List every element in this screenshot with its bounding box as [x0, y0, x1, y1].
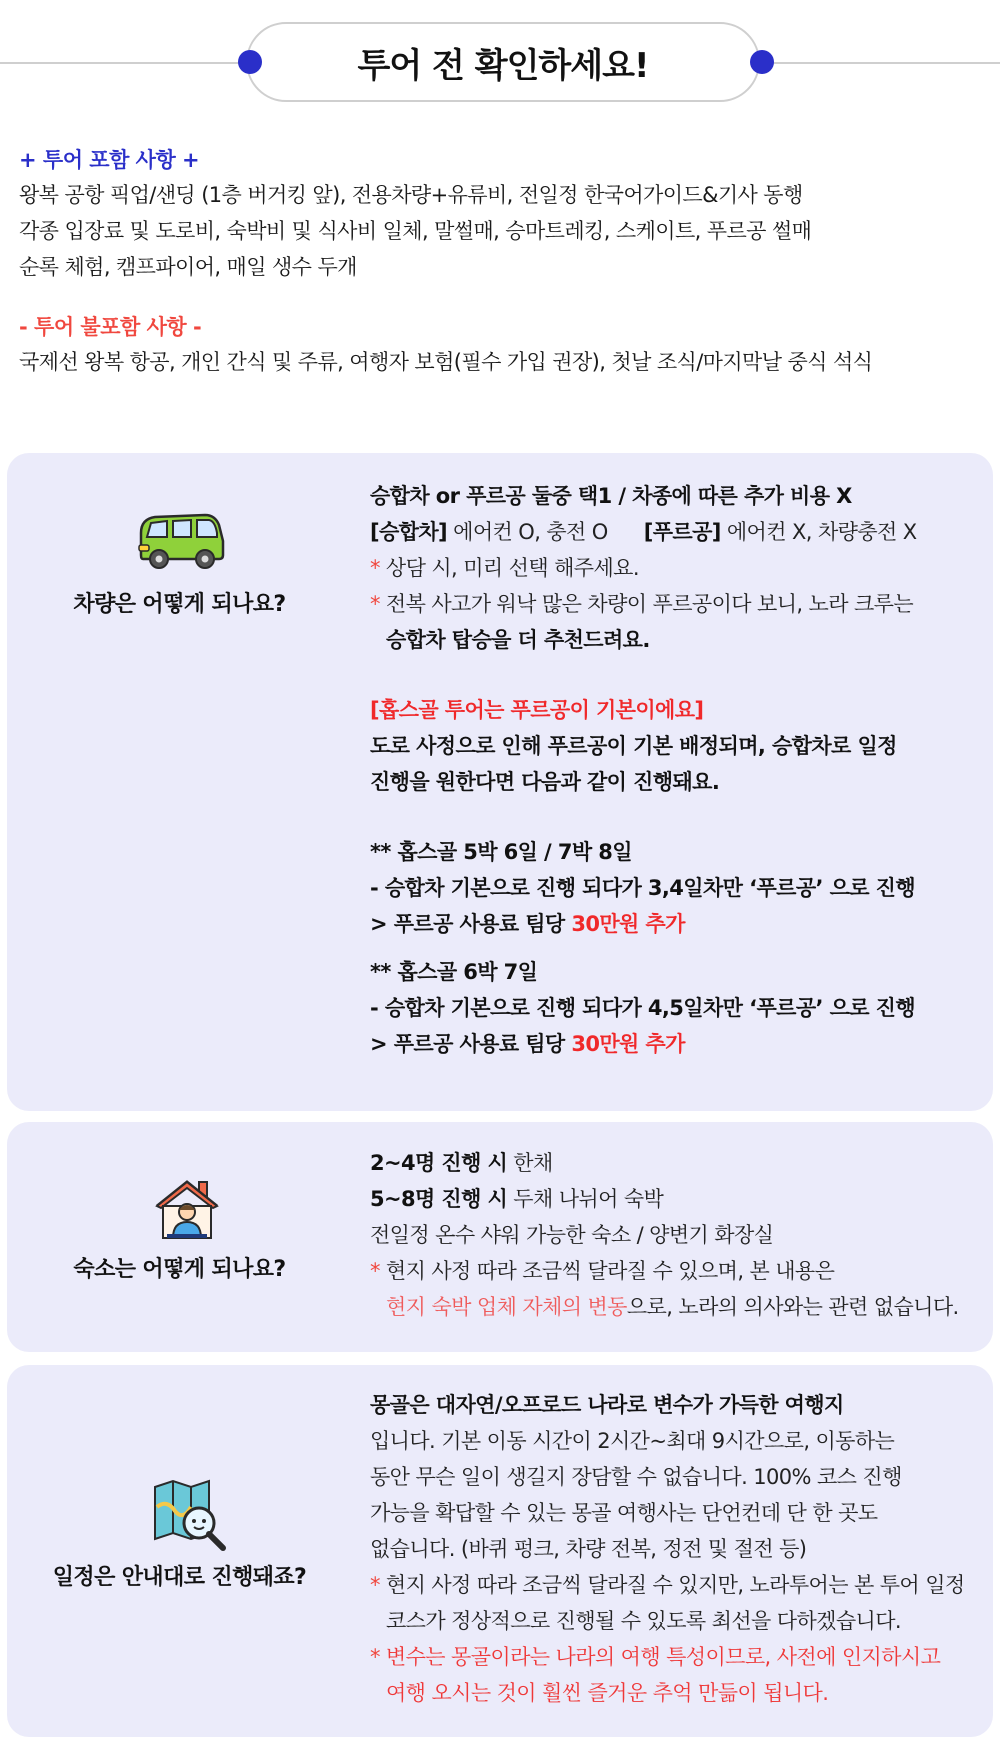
answer-line: 가능을 확답할 수 있는 몽골 여행사는 단언컨데 단 한 곳도 [370, 1501, 878, 1525]
note-text: 현지 사정 따라 조금씩 달라질 수 있지만, 노라투어는 본 투어 일정 [385, 1573, 965, 1597]
faq-question: 숙소는 어떻게 되나요? [73, 1257, 286, 1282]
answer-line: - 승합차 기본으로 진행 되다가 3,4일차만 ‘푸르공’ 으로 진행 [370, 876, 916, 900]
page-title: 투어 전 확인하세요! [357, 45, 649, 86]
fee-text: > 푸르공 사용료 팀당 [370, 1032, 572, 1056]
includes-line: 순록 체험, 캠프파이어, 매일 생수 두개 [19, 255, 357, 279]
answer-line: 승합차 or 푸르공 둘중 택1 / 차종에 따른 추가 비용 X [370, 484, 852, 508]
answer-line: - 승합차 기본으로 진행 되다가 4,5일차만 ‘푸르공’ 으로 진행 [370, 996, 916, 1020]
answer-line [370, 514, 985, 550]
answer-line [370, 1253, 985, 1289]
faq-answer [370, 1145, 985, 1325]
answer-line [370, 586, 985, 622]
excludes-section [19, 310, 984, 380]
answer-line [370, 550, 985, 586]
group-size: 2~4명 진행 시 [370, 1151, 508, 1175]
note-text: 상담 시, 미리 선택 해주세요. [385, 556, 639, 580]
faq-question: 차량은 어떻게 되나요? [73, 592, 286, 617]
answer-line: 없습니다. (바퀴 펑크, 차량 전복, 정전 및 절전 등) [370, 1537, 807, 1561]
fee-amount: 30만원 추가 [571, 1032, 685, 1056]
faq-card-accommodation [7, 1122, 993, 1352]
asterisk: * [370, 592, 380, 616]
note-highlight: 현지 숙박 업체 자체의 변동 [386, 1295, 627, 1319]
answer-line: 도로 사정으로 인해 푸르공이 기본 배정되며, 승합차로 일정 [370, 734, 897, 758]
excludes-line: 국제선 왕복 항공, 개인 간식 및 주류, 여행자 보험(필수 가입 권장), 첫날 조식/마지막날 중식 석식 [19, 350, 873, 374]
fee-amount: 30만원 추가 [571, 912, 685, 936]
faq-card-vehicle [7, 453, 993, 1111]
purgon-spec: 에어컨 X, 차량충전 X [720, 520, 917, 544]
asterisk: * [370, 1573, 380, 1597]
fee-text: > 푸르공 사용료 팀당 [370, 912, 572, 936]
faq-answer [370, 1387, 985, 1711]
header-dot-left [238, 50, 262, 74]
asterisk: * [370, 1259, 380, 1283]
rooms-text: 두채 나뉘어 숙박 [507, 1187, 664, 1211]
faq-answer [370, 478, 985, 1062]
answer-line [370, 906, 985, 942]
asterisk: * [370, 1645, 380, 1669]
answer-line: 몽골은 대자연/오프로드 나라로 변수가 가득한 여행지 [370, 1393, 844, 1417]
asterisk: * [370, 556, 380, 580]
group-size: 5~8명 진행 시 [370, 1187, 508, 1211]
answer-line [370, 1145, 985, 1181]
warning-text: 변수는 몽골이라는 나라의 여행 특성이므로, 사전에 인지하시고 [385, 1645, 941, 1669]
answer-line [370, 1567, 985, 1603]
note-text: 전복 사고가 워낙 많은 차량이 푸르공이다 보니, 노라 크루는 [385, 592, 914, 616]
note-text: 현지 사정 따라 조금씩 달라질 수 있으며, 본 내용은 [385, 1259, 835, 1283]
answer-line [370, 1181, 985, 1217]
answer-line: 입니다. 기본 이동 시간이 2시간~최대 9시간으로, 이동하는 [370, 1429, 895, 1453]
includes-heading: + 투어 포함 사항 + [19, 148, 200, 172]
house-person-icon [153, 1176, 221, 1242]
van-icon [135, 511, 225, 573]
answer-line: 전일정 온수 샤워 가능한 숙소 / 양변기 화장실 [370, 1223, 774, 1247]
header-dot-right [750, 50, 774, 74]
answer-line: 진행을 원한다면 다음과 같이 진행돼요. [370, 770, 720, 794]
van-spec: 에어컨 O, 충전 O [447, 520, 608, 544]
faq-question: 일정은 안내대로 진행돼죠? [52, 1565, 307, 1590]
answer-line: 코스가 정상적으로 진행될 수 있도록 최선을 다하겠습니다. [386, 1609, 901, 1633]
includes-section [19, 143, 984, 285]
map-search-icon [151, 1477, 227, 1553]
answer-line: 동안 무슨 일이 생길지 장담할 수 없습니다. 100% 코스 진행 [370, 1465, 902, 1489]
answer-line: ** 홉스골 5박 6일 / 7박 8일 [370, 840, 632, 864]
includes-line: 왕복 공항 픽업/샌딩 (1층 버거킹 앞), 전용차량+유류비, 전일정 한국어가이드&기사 동행 [19, 183, 803, 207]
faq-card-schedule [7, 1365, 993, 1737]
answer-line [370, 1289, 985, 1325]
includes-line: 각종 입장료 및 도로비, 숙박비 및 식사비 일체, 말썰매, 승마트레킹, 스케이트, 푸르공 썰매 [19, 219, 812, 243]
answer-line [370, 1639, 985, 1675]
answer-line: ** 홉스골 6박 7일 [370, 960, 538, 984]
rooms-text: 한채 [507, 1151, 553, 1175]
label-van: [승합차] [370, 520, 448, 544]
answer-highlight: [홉스골 투어는 푸르공이 기본이에요] [370, 698, 704, 722]
note-text: 으로, 노라의 의사와는 관련 없습니다. [626, 1295, 959, 1319]
answer-line: 승합차 탑승을 더 추천드려요. [386, 628, 650, 652]
label-purgon: [푸르공] [643, 520, 721, 544]
excludes-heading: - 투어 불포함 사항 - [19, 315, 202, 339]
header-pill [246, 22, 760, 102]
answer-line [370, 1026, 985, 1062]
answer-line: 여행 오시는 것이 훨씬 즐거운 추억 만듦이 됩니다. [386, 1681, 829, 1705]
